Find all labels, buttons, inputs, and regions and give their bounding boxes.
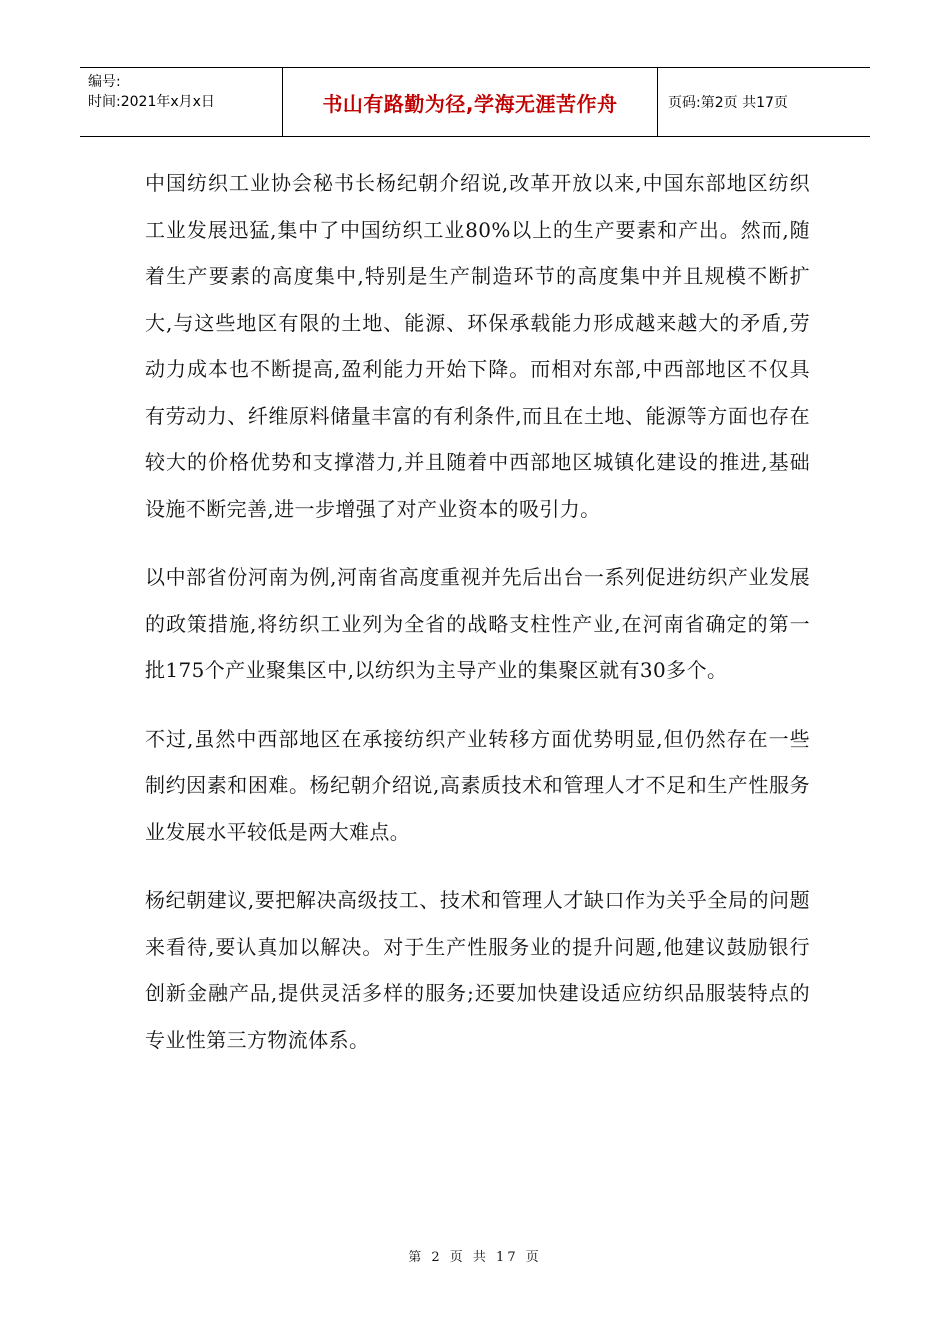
paragraph: 杨纪朝建议,要把解决高级技工、技术和管理人才缺口作为关乎全局的问题来看待,要认真加以解决。对于生产性服务业的提升问题,他建议鼓励银行创新金融产品,提供灵活多样的服务;还要加快建设适应纺织品服装特点的专业性第三方物流体系。	[145, 888, 810, 1052]
page-footer: 第 2 页 共 17 页	[408, 1250, 542, 1265]
header-motto: 书山有路勤为径,学海无涯苦作舟	[283, 68, 658, 136]
document-time-label: 时间:2021年x月x日	[88, 94, 215, 110]
document-body	[145, 160, 810, 1085]
paragraph: 中国纺织工业协会秘书长杨纪朝介绍说,改革开放以来,中国东部地区纺织工业发展迅猛,集中了中国纺织工业80%以上的生产要素和产出。然而,随着生产要素的高度集中,特别是生产制造环节的高度集中并且规模不断扩大,与这些地区有限的土地、能源、环保承载能力形成越来越大的矛盾,劳动力成本也不断提高,盈利能力开始下降。而相对东部,中西部地区不仅具有劳动力、纤维原料储量丰富的有利条件,而且在土地、能源等方面也存在较大的价格优势和支撑潜力,并且随着中西部地区城镇化建设的推进,基础设施不断完善,进一步增强了对产业资本的吸引力。	[145, 171, 810, 521]
page-header	[80, 67, 870, 137]
header-meta	[80, 68, 283, 136]
paragraph: 不过,虽然中西部地区在承接纺织产业转移方面优势明显,但仍然存在一些制约因素和困难。杨纪朝介绍说,高素质技术和管理人才不足和生产性服务业发展水平较低是两大难点。	[145, 726, 810, 844]
paragraph: 以中部省份河南为例,河南省高度重视并先后出台一系列促进纺织产业发展的政策措施,将纺织工业列为全省的战略支柱性产业,在河南省确定的第一批175个产业聚集区中,以纺织为主导产业的集聚区就有30多个。	[145, 565, 810, 682]
header-page-info: 页码:第2页 共17页	[668, 95, 788, 111]
document-number-label: 编号:	[88, 74, 121, 90]
